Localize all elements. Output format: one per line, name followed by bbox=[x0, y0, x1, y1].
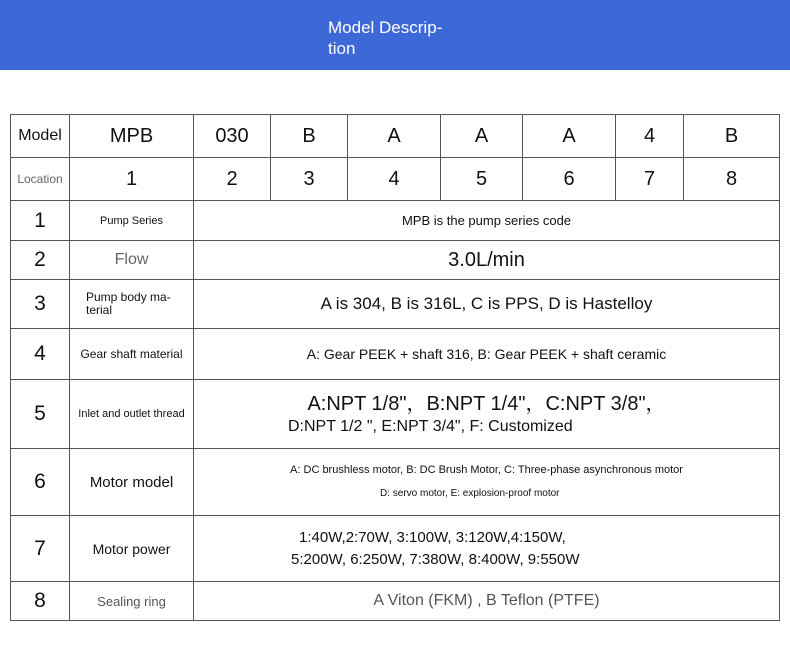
model-code-row bbox=[11, 115, 780, 158]
model-description-table bbox=[10, 114, 780, 621]
location-index: 1 bbox=[70, 158, 194, 201]
description-line: A:NPT 1/8"，B:NPT 1/4"，C:NPT 3/8"， bbox=[307, 393, 666, 415]
spec-row bbox=[11, 380, 780, 449]
spec-row bbox=[11, 201, 780, 241]
row-description: A: Gear PEEK + shaft 316, B: Gear PEEK + shaft ceramic bbox=[194, 329, 780, 380]
location-index: 4 bbox=[348, 158, 441, 201]
row-label: Inlet and outlet thread bbox=[70, 380, 194, 449]
row-number: 6 bbox=[11, 449, 70, 516]
spec-row bbox=[11, 582, 780, 621]
row-label: Gear shaft material bbox=[70, 329, 194, 380]
row-number: 3 bbox=[11, 280, 70, 329]
row-number: 8 bbox=[11, 582, 70, 621]
code-segment: B bbox=[271, 115, 348, 158]
description-line: A: DC brushless motor, B: DC Brush Motor, C: Three-phase asynchronous motor bbox=[290, 464, 683, 476]
description-line: 5:200W, 6:250W, 7:380W, 8:400W, 9:550W bbox=[291, 550, 580, 568]
code-segment: A bbox=[348, 115, 441, 158]
row-description bbox=[194, 380, 780, 449]
row-number: 7 bbox=[11, 516, 70, 582]
row-label: Flow bbox=[70, 241, 194, 280]
location-index: 7 bbox=[616, 158, 684, 201]
row-label: Motor model bbox=[70, 449, 194, 516]
code-segment: 030 bbox=[194, 115, 271, 158]
row-label: Pump body ma- terial bbox=[70, 280, 194, 329]
row-label: Sealing ring bbox=[70, 582, 194, 621]
row-number: 2 bbox=[11, 241, 70, 280]
description-line: D:NPT 1/2 ", E:NPT 3/4", F: Customized bbox=[288, 418, 573, 435]
row-description bbox=[194, 449, 780, 516]
spec-row bbox=[11, 241, 780, 280]
row-description bbox=[194, 516, 780, 582]
spec-row bbox=[11, 516, 780, 582]
spec-row bbox=[11, 280, 780, 329]
banner-title: Model Descrip- tion bbox=[328, 18, 443, 58]
spec-row bbox=[11, 449, 780, 516]
row-description: 3.0L/min bbox=[194, 241, 780, 280]
description-line: 1:40W,2:70W, 3:100W, 3:120W,4:150W, bbox=[299, 528, 566, 546]
location-index: 2 bbox=[194, 158, 271, 201]
row-description: MPB is the pump series code bbox=[194, 201, 780, 241]
code-segment: A bbox=[441, 115, 523, 158]
row-description: A is 304, B is 316L, C is PPS, D is Hastelloy bbox=[194, 280, 780, 329]
location-index: 6 bbox=[523, 158, 616, 201]
row-label: Motor power bbox=[70, 516, 194, 582]
spec-row bbox=[11, 329, 780, 380]
code-segment: 4 bbox=[616, 115, 684, 158]
location-row bbox=[11, 158, 780, 201]
row-number: 1 bbox=[11, 201, 70, 241]
description-line: D: servo motor, E: explosion-proof motor bbox=[380, 488, 560, 499]
header-banner bbox=[0, 0, 790, 70]
row-description: A Viton (FKM) , B Teflon (PTFE) bbox=[194, 582, 780, 621]
row-number: 4 bbox=[11, 329, 70, 380]
row-label: Pump Series bbox=[70, 201, 194, 241]
location-label: Location bbox=[11, 158, 70, 201]
code-segment: B bbox=[684, 115, 780, 158]
location-index: 3 bbox=[271, 158, 348, 201]
code-segment: MPB bbox=[70, 115, 194, 158]
location-index: 5 bbox=[441, 158, 523, 201]
model-label: Model bbox=[11, 115, 70, 158]
location-index: 8 bbox=[684, 158, 780, 201]
row-number: 5 bbox=[11, 380, 70, 449]
code-segment: A bbox=[523, 115, 616, 158]
